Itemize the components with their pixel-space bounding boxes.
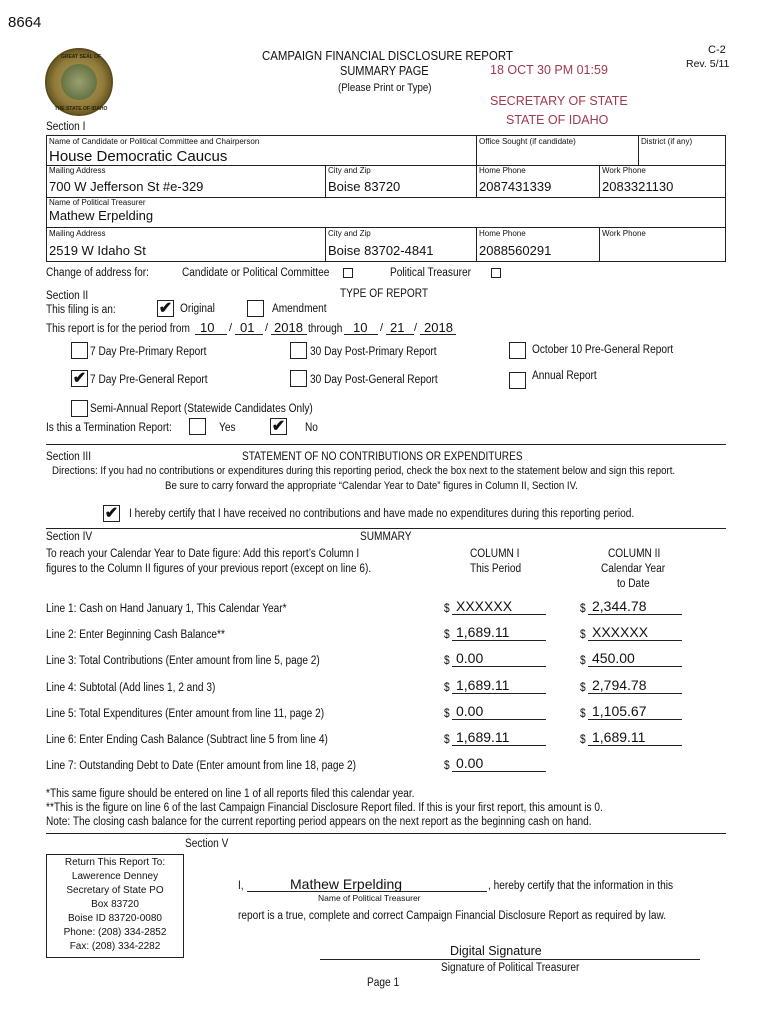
mailing-address-field[interactable]: 700 W Jefferson St #e-329: [49, 179, 204, 194]
summary-line-label: Line 6: Enter Ending Cash Balance (Subtract line 5 from line 4): [46, 734, 328, 746]
mailing-address-label: Mailing Address: [49, 166, 106, 175]
seal-emblem: [61, 64, 97, 100]
section-2-label: Section II: [46, 290, 89, 302]
annual-report-checkbox[interactable]: [509, 372, 526, 389]
treasurer-city-field[interactable]: Boise 83702-4841: [328, 243, 434, 258]
treasurer-mailing-label: Mailing Address: [49, 229, 106, 238]
original-label: Original: [180, 303, 215, 315]
termination-no-checkbox[interactable]: [270, 418, 287, 435]
currency-symbol: $: [580, 603, 586, 615]
currency-symbol: $: [444, 603, 450, 615]
office-sought-label: Office Sought (if candidate): [479, 137, 576, 146]
no-contributions-statement: I hereby certify that I have received no contributions and have made no expenditures during this reporting period.: [129, 508, 635, 520]
30-day-post-primary-label: 30 Day Post-Primary Report: [310, 346, 437, 358]
received-stamp-state: STATE OF IDAHO: [506, 113, 609, 127]
treasurer-home-label: Home Phone: [479, 229, 526, 238]
currency-symbol: $: [444, 708, 450, 720]
candidate-name-label: Name of Candidate or Political Committee and Chairperson: [49, 137, 260, 146]
received-stamp-office: SECRETARY OF STATE: [490, 94, 628, 108]
termination-no-label: No: [305, 422, 318, 434]
cert-suffix: , hereby certify that the information in this: [488, 880, 674, 892]
amendment-label: Amendment: [272, 303, 327, 315]
date-separator: /: [265, 322, 269, 334]
no-contributions-title: STATEMENT OF NO CONTRIBUTIONS OR EXPENDITURES: [242, 451, 523, 463]
from-month-field[interactable]: 10: [200, 320, 215, 335]
date-separator: /: [229, 322, 233, 334]
column-2-amount-field[interactable]: XXXXXX: [592, 624, 649, 640]
30-day-post-general-label: 30 Day Post-General Report: [310, 374, 438, 386]
work-phone-field[interactable]: 2083321130: [602, 179, 674, 194]
section-4-label: Section IV: [46, 531, 93, 543]
column-2-amount-field[interactable]: 1,689.11: [592, 729, 646, 745]
footnote-1: *This same figure should be entered on line 1 of all reports filed this calendar year.: [46, 788, 415, 800]
summary-line-label: Line 5: Total Expenditures (Enter amount from line 11, page 2): [46, 708, 325, 720]
column-2-subheading-2: to Date: [617, 578, 650, 590]
column-1-amount-field[interactable]: 0.00: [456, 755, 484, 771]
column-2-subheading: Calendar Year: [601, 563, 666, 575]
print-note: (Please Print or Type): [338, 82, 432, 94]
signature-caption: Signature of Political Treasurer: [441, 962, 580, 974]
currency-symbol: $: [444, 682, 450, 694]
seal-text-bottom: THE STATE OF IDAHO: [54, 106, 108, 112]
currency-symbol: $: [580, 655, 586, 667]
termination-label: Is this a Termination Report:: [46, 422, 172, 434]
7-day-pre-primary-checkbox[interactable]: [71, 342, 88, 359]
directions-line-1: Directions: If you had no contributions or expenditures during this reporting period, check the box next to the statement below and sign this report.: [52, 465, 676, 477]
return-address-line: Box 83720: [91, 899, 139, 910]
period-label: This report is for the period from: [46, 323, 190, 335]
treasurer-mailing-field[interactable]: 2519 W Idaho St: [49, 243, 146, 258]
termination-yes-checkbox[interactable]: [189, 418, 206, 435]
column-2-amount-field[interactable]: 2,794.78: [592, 677, 647, 693]
section-3-label: Section III: [46, 451, 92, 463]
section-5-label: Section V: [185, 838, 229, 850]
city-zip-label: City and Zip: [328, 166, 371, 175]
column-1-amount-field[interactable]: 0.00: [456, 703, 484, 719]
date-separator: /: [380, 322, 384, 334]
column-1-heading: COLUMN I: [470, 548, 520, 560]
column-2-amount-field[interactable]: 2,344.78: [592, 598, 647, 614]
return-address-line: Secretary of State PO: [66, 885, 164, 896]
currency-symbol: $: [580, 682, 586, 694]
form-title: CAMPAIGN FINANCIAL DISCLOSURE REPORT: [262, 48, 513, 63]
no-contributions-checkbox[interactable]: [103, 505, 120, 522]
filing-type-label: This filing is an:: [46, 304, 116, 316]
summary-intro-1: To reach your Calendar Year to Date figure: Add this report’s Column I: [46, 548, 360, 560]
form-revision: Rev. 5/11: [686, 58, 730, 70]
october-10-pre-general-checkbox[interactable]: [509, 342, 526, 359]
section-1-label: Section I: [46, 121, 86, 133]
idaho-state-seal: [45, 48, 113, 116]
candidate-name-field[interactable]: House Democratic Caucus: [49, 148, 228, 165]
change-candidate-checkbox[interactable]: [343, 268, 353, 278]
return-address-line: Boise ID 83720-0080: [68, 913, 162, 924]
7-day-pre-general-label: 7 Day Pre-General Report: [90, 374, 208, 386]
column-1-subheading: This Period: [470, 563, 522, 575]
footnote-2: **This is the figure on line 6 of the last Campaign Financial Disclosure Report filed. If this is your first report, this amount is 0.: [46, 802, 603, 814]
termination-yes-label: Yes: [219, 422, 236, 434]
column-1-amount-field[interactable]: 1,689.11: [456, 677, 510, 693]
amendment-checkbox[interactable]: [247, 300, 264, 317]
7-day-pre-primary-label: 7 Day Pre-Primary Report: [90, 346, 207, 358]
type-of-report-title: TYPE OF REPORT: [340, 288, 429, 300]
cert-line-2: report is a true, complete and correct Campaign Financial Disclosure Report as required by law.: [238, 910, 667, 922]
column-2-heading: COLUMN II: [608, 548, 661, 560]
currency-symbol: $: [580, 734, 586, 746]
treasurer-home-field[interactable]: 2088560291: [479, 243, 552, 258]
30-day-post-primary-checkbox[interactable]: [290, 342, 307, 359]
column-1-amount-field[interactable]: 1,689.11: [456, 729, 510, 745]
7-day-pre-general-checkbox[interactable]: [71, 370, 88, 387]
check-mark-icon: ✔: [104, 505, 119, 522]
treasurer-signer-caption: Name of Political Treasurer: [318, 893, 421, 903]
summary-line-label: Line 3: Total Contributions (Enter amount from line 5, page 2): [46, 655, 320, 667]
semi-annual-checkbox[interactable]: [71, 400, 88, 417]
to-year-field[interactable]: 2018: [424, 320, 453, 335]
seal-text-top: GREAT SEAL OF: [60, 54, 102, 60]
summary-intro-2: figures to the Column II figures of your previous report (except on line 6).: [46, 563, 372, 575]
check-mark-icon: ✔: [271, 418, 286, 435]
summary-line-label: Line 1: Cash on Hand January 1, This Calendar Year*: [46, 603, 287, 615]
semi-annual-label: Semi-Annual Report (Statewide Candidates Only): [90, 403, 313, 415]
change-address-label: Change of address for:: [46, 267, 149, 279]
form-code: C-2: [708, 44, 726, 56]
currency-symbol: $: [444, 655, 450, 667]
home-phone-label: Home Phone: [479, 166, 526, 175]
currency-symbol: $: [444, 734, 450, 746]
column-2-amount-field[interactable]: 1,105.67: [592, 703, 647, 719]
home-phone-field[interactable]: 2087431339: [479, 179, 552, 194]
received-stamp-date: 18 OCT 30 PM 01:59: [490, 63, 608, 77]
to-day-field[interactable]: 21: [390, 320, 405, 335]
digital-signature[interactable]: Digital Signature: [450, 944, 542, 958]
column-1-amount-field[interactable]: XXXXXX: [456, 598, 513, 614]
to-month-field[interactable]: 10: [353, 320, 368, 335]
summary-title: SUMMARY: [360, 531, 412, 543]
footnote-3: Note: The closing cash balance for the current reporting period appears on the next report as the beginning cash on hand.: [46, 816, 592, 828]
return-address-line: Return This Report To:: [64, 857, 166, 868]
district-label: District (if any): [641, 137, 693, 146]
document-number: 8664: [8, 14, 42, 31]
change-treasurer-label: Political Treasurer: [390, 267, 472, 279]
city-zip-field[interactable]: Boise 83720: [328, 179, 401, 194]
from-day-field[interactable]: 01: [240, 320, 255, 335]
treasurer-city-label: City and Zip: [328, 229, 371, 238]
change-treasurer-checkbox[interactable]: [491, 268, 501, 278]
column-2-amount-field[interactable]: 450.00: [592, 650, 635, 666]
treasurer-name-label: Name of Political Treasurer: [49, 198, 146, 207]
page-number: Page 1: [367, 977, 400, 989]
return-address-line: Phone: (208) 334-2852: [63, 927, 167, 938]
summary-line-label: Line 4: Subtotal (Add lines 1, 2 and 3): [46, 682, 216, 694]
currency-symbol: $: [444, 629, 450, 641]
change-candidate-label: Candidate or Political Committee: [182, 267, 330, 279]
return-address-line: Lawerence Denney: [71, 871, 159, 882]
summary-line-label: Line 2: Enter Beginning Cash Balance**: [46, 629, 225, 641]
30-day-post-general-checkbox[interactable]: [290, 370, 307, 387]
column-1-amount-field[interactable]: 1,689.11: [456, 624, 510, 640]
currency-symbol: $: [444, 760, 450, 772]
through-label: through: [308, 323, 343, 335]
check-mark-icon: ✔: [158, 300, 173, 317]
summary-line-label: Line 7: Outstanding Debt to Date (Enter amount from line 18, page 2): [46, 760, 356, 772]
treasurer-work-label: Work Phone: [602, 229, 646, 238]
treasurer-signer-name[interactable]: Mathew Erpelding: [290, 876, 403, 892]
date-separator: /: [414, 322, 418, 334]
check-mark-icon: ✔: [72, 370, 87, 387]
work-phone-label: Work Phone: [602, 166, 646, 175]
directions-line-2: Be sure to carry forward the appropriate “Calendar Year to Date” figures in Column II, Section IV.: [165, 480, 578, 492]
column-1-amount-field[interactable]: 0.00: [456, 650, 484, 666]
from-year-field[interactable]: 2018: [274, 320, 303, 335]
currency-symbol: $: [580, 629, 586, 641]
original-checkbox[interactable]: [157, 300, 174, 317]
currency-symbol: $: [580, 708, 586, 720]
october-10-pre-general-label: October 10 Pre-General Report: [532, 344, 674, 356]
cert-prefix: I,: [238, 880, 244, 892]
return-address-line: Fax: (208) 334-2282: [69, 941, 161, 952]
treasurer-name-field[interactable]: Mathew Erpelding: [49, 208, 154, 223]
form-subtitle: SUMMARY PAGE: [340, 64, 429, 78]
annual-report-label: Annual Report: [532, 370, 597, 382]
